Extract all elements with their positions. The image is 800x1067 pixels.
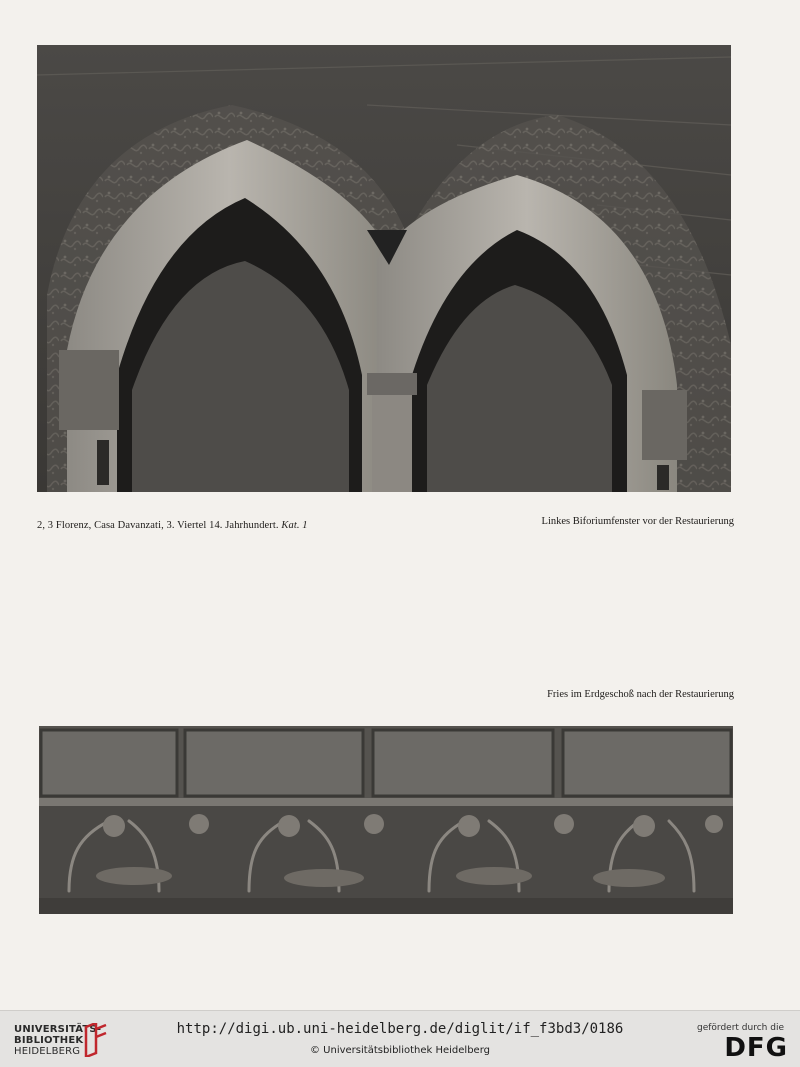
copyright-notice: © Universitätsbibliothek Heidelberg — [309, 1045, 490, 1056]
dfg-logo: DFG — [724, 1033, 788, 1063]
funder-note: gefördert durch die — [697, 1023, 784, 1033]
catalogue-reference: Kat. 1 — [281, 520, 308, 531]
permalink-url[interactable]: http://digi.ub.uni-heidelberg.de/diglit/if_f3bd3/0186 — [176, 1021, 624, 1037]
logo-line: HEIDELBERG — [14, 1046, 81, 1057]
caption-text: 2, 3 Florenz, Casa Davanzati, 3. Viertel 14. Jahrhundert. — [37, 520, 279, 531]
logo-line: BIBLIOTHEK — [14, 1035, 84, 1046]
digitization-footer — [0, 1010, 800, 1067]
bifora-window-photo — [37, 45, 731, 492]
frieze-photo — [39, 726, 733, 914]
figure-caption-frieze: Fries im Erdgeschoß nach der Restaurierung — [547, 689, 734, 700]
figure-caption-window: Linkes Biforiumfenster vor der Restaurierung — [541, 516, 734, 527]
logo-line: UNIVERSITÄTS- — [14, 1024, 102, 1035]
figure-caption-left — [37, 519, 308, 532]
